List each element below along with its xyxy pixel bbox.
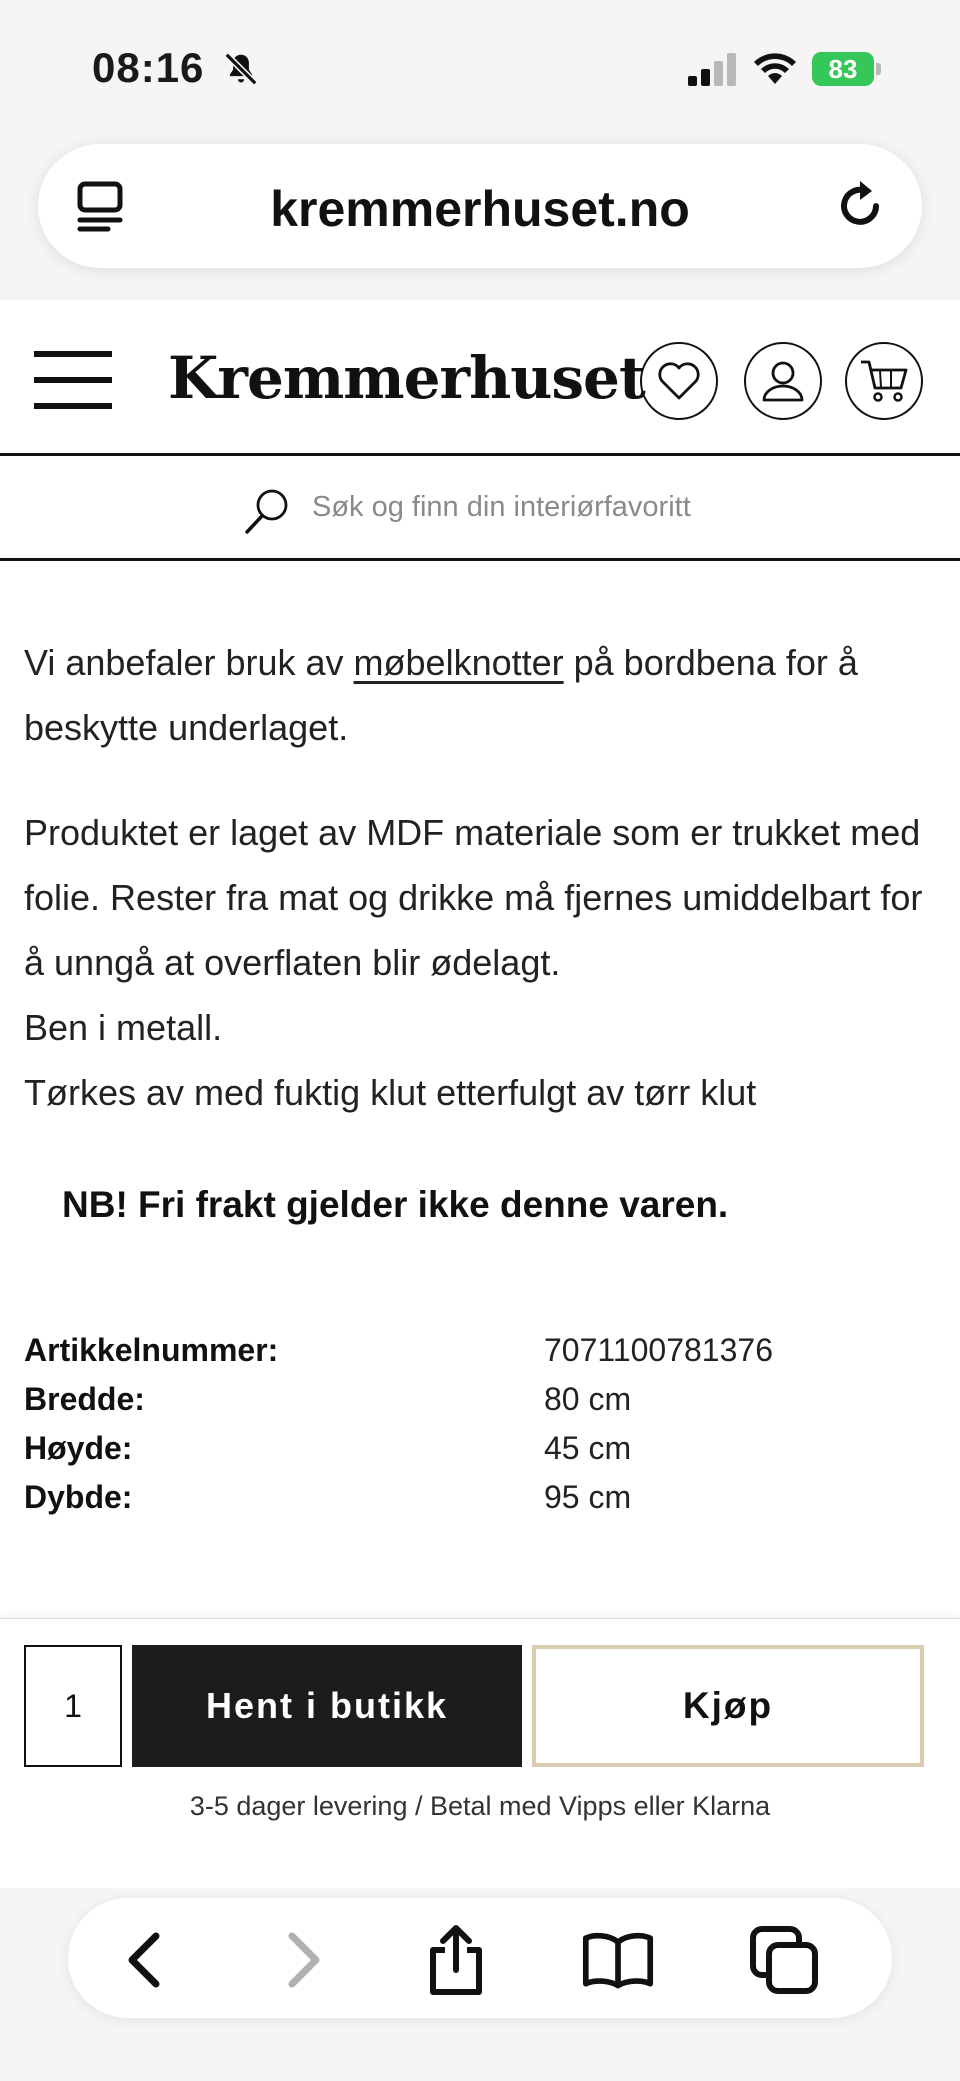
spec-row — [24, 1473, 924, 1522]
browser-url-area — [0, 130, 960, 300]
wifi-icon — [752, 50, 798, 86]
tabs-icon — [749, 1925, 819, 1995]
hamburger-menu-icon[interactable] — [32, 348, 114, 412]
search-bar[interactable] — [0, 459, 960, 561]
buy-button[interactable]: Kjøp — [532, 1645, 924, 1767]
spec-value: 45 cm — [544, 1430, 632, 1466]
forward-arrow-icon — [282, 1930, 326, 1990]
back-arrow-icon — [122, 1930, 166, 1990]
toolbar-pill — [68, 1898, 892, 2018]
browser-toolbar — [0, 1888, 960, 2081]
bookmarks-button[interactable] — [582, 1924, 654, 1996]
spec-row — [24, 1424, 924, 1473]
quantity-input[interactable]: 1 — [24, 1645, 122, 1767]
material-text: Produktet er laget av MDF materiale som er trukket med folie. Rester fra mat og drikke må fjernes umiddelbart for å unngå at overflaten blir ødelagt. — [24, 812, 923, 983]
forward-button[interactable] — [268, 1924, 340, 1996]
site-header — [0, 300, 960, 456]
product-description-paragraph: Vi anbefaler bruk av møbelknotter på bordbena for å beskytte underlaget. — [24, 642, 858, 748]
spec-value: 7071100781376 — [544, 1332, 773, 1368]
cart-icon — [859, 358, 909, 404]
battery-icon — [812, 52, 882, 86]
shipping-note: NB! Fri frakt gjelder ikke denne varen. — [62, 1184, 729, 1225]
spec-table — [24, 1326, 924, 1522]
product-material-paragraph — [24, 800, 924, 1125]
spec-value: 80 cm — [544, 1381, 632, 1417]
bell-mute-icon — [222, 50, 260, 88]
spec-row — [24, 1375, 924, 1424]
account-button[interactable] — [744, 342, 822, 420]
back-button[interactable] — [108, 1924, 180, 1996]
battery-level: 83 — [812, 52, 874, 86]
spec-label: Bredde: — [24, 1381, 145, 1417]
delivery-note: 3-5 dager levering / Betal med Vipps eller Klarna — [189, 1791, 771, 1821]
spec-value: 95 cm — [544, 1479, 632, 1515]
tabs-button[interactable] — [748, 1924, 820, 1996]
url-bar[interactable] — [38, 144, 922, 268]
share-button[interactable] — [420, 1924, 492, 1996]
search-icon — [244, 487, 290, 535]
wishlist-button[interactable] — [640, 342, 718, 420]
reload-icon[interactable] — [832, 178, 888, 234]
heart-icon — [657, 361, 701, 401]
pickup-in-store-button[interactable]: Hent i butikk — [132, 1645, 522, 1767]
legs-text: Ben i metall. — [24, 1007, 223, 1048]
spec-label: Dybde: — [24, 1479, 133, 1515]
bookmarks-icon — [582, 1929, 654, 1991]
spec-row — [24, 1326, 924, 1375]
user-icon — [760, 358, 806, 404]
signal-icon — [688, 52, 738, 86]
care-text: Tørkes av med fuktig klut etterfulgt av tørr klut — [24, 1072, 757, 1113]
spec-label: Artikkelnummer: — [24, 1332, 279, 1368]
site-logo[interactable]: Kremmerhuset — [168, 344, 645, 412]
status-time: 08:16 — [92, 44, 205, 91]
search-input[interactable]: Søk og finn din interiørfavoritt — [312, 491, 691, 523]
purchase-bar — [0, 1618, 960, 1888]
spec-label: Høyde: — [24, 1430, 133, 1466]
furniture-knobs-link[interactable]: møbelknotter — [353, 642, 564, 683]
cart-button[interactable] — [845, 342, 923, 420]
share-icon — [425, 1924, 487, 1996]
url-text[interactable]: kremmerhuset.no — [270, 181, 690, 237]
status-bar — [0, 0, 960, 130]
